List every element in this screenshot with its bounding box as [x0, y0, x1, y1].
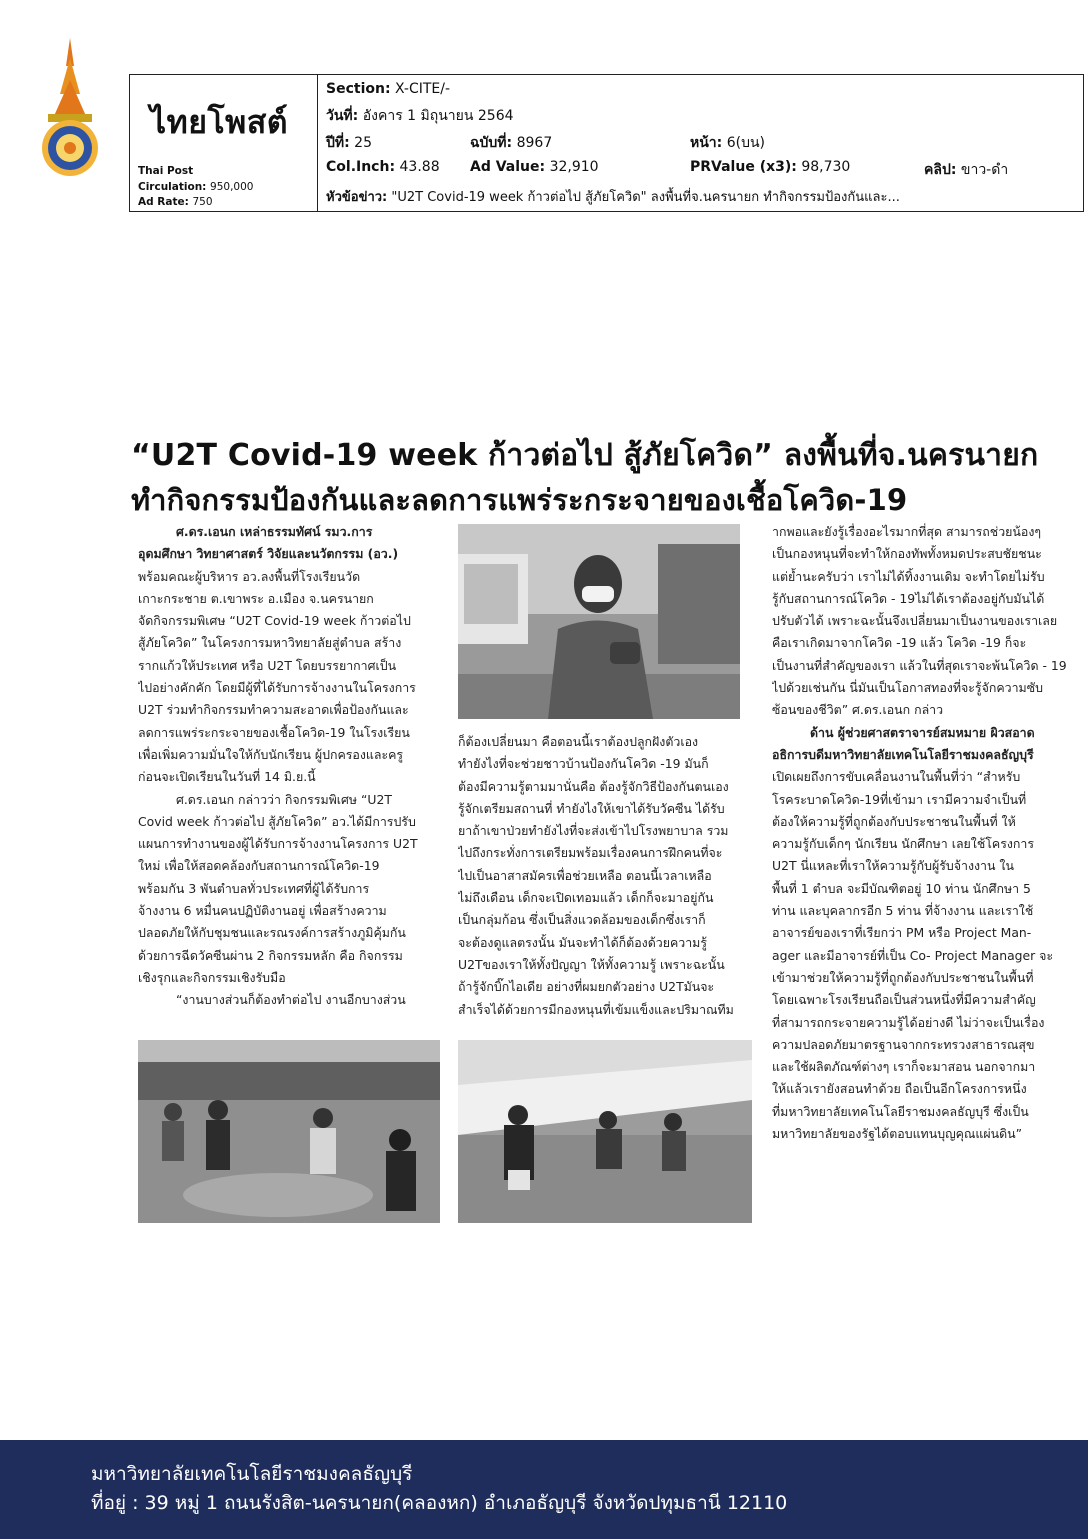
col2-line: ต้องมีความรู้ตามมานั่นคือ ต้องรู้จักวิธีป้องกันตนเอง — [458, 778, 729, 794]
ad-rate: Ad Rate: 750 — [138, 196, 213, 208]
col3-line: ต้องให้ความรู้ที่ถูกต้องกับประชาชนในพื้นที่ ให้ — [772, 813, 1016, 829]
col1-line: ปลอดภัยให้กับชุมชนและรณรงค์การสร้างภูมิคุ้มกัน — [138, 925, 406, 941]
col1-line: ศ.ดร.เอนก เหล่าธรรมทัศน์ รมว.การ — [176, 524, 373, 539]
date-row: วันที่: อังคาร 1 มิถุนายน 2564 — [326, 108, 514, 124]
col1-line: แผนการทำงานของผู้ได้รับการจ้างงานโครงการ U2T — [138, 836, 418, 852]
col3-line: เข้ามาช่วยให้ความรู้ที่ถูกต้องกับประชาชนในพื้นที่ — [772, 969, 1034, 985]
article-column-2 — [458, 731, 752, 1021]
col1-line: ลดการแพร่ระกระจายของเชื้อโควิด-19 ในโรงเรียน — [138, 724, 410, 740]
col3-line: ความปลอดภัยมาตรฐานจากกระทรวงสาธารณสุข — [772, 1036, 1035, 1052]
col3-line: ที่สามารถกระจายความรู้ได้อย่างดี ไม่ว่าจะเป็นเรื่อง — [772, 1014, 1045, 1030]
university-logo — [38, 36, 102, 176]
col3-line: อธิการบดีมหาวิทยาลัยเทคโนโลยีราชมงคลธัญบุรี — [772, 746, 1034, 762]
article-column-1 — [138, 521, 440, 1012]
col3-line: ที่มหาวิทยาลัยเทคโนโลยีราชมงคลธัญบุรี ซึ่งเป็น — [772, 1103, 1029, 1119]
col1-line: เชิงรุกและกิจกรรมเชิงรับมือ — [138, 969, 286, 985]
col3-line: ให้แล้วเรายังสอนทำด้วย ถือเป็นอีกโครงการหนึ่ง — [772, 1081, 1027, 1097]
col2-line: รู้จักเตรียมสถานที่ ทำยังไงให้เขาได้รับวัคซีน ได้รับ — [458, 800, 725, 816]
col1-line: ก่อนจะเปิดเรียนในวันที่ 14 มิ.ย.นี้ — [138, 769, 316, 785]
col2-line: U2Tของเราให้ทั้งปัญญา ให้ทั้งความรู้ เพราะฉะนั้น — [458, 956, 725, 972]
publication-info — [130, 75, 318, 211]
col3-line: อาจารย์ของเราที่เรียกว่า PM หรือ Project Man- — [772, 925, 1032, 941]
col1-line: ด้วยการฉีดวัคซีนผ่าน 2 กิจกรรมหลัก คือ กิจกรรม — [138, 947, 403, 963]
col3-line: ความรู้กับเด็กๆ นักเรียน นักศึกษา เลยใช้โครงการ — [772, 836, 1035, 852]
colinch-row: Col.Inch: 43.88 — [326, 159, 440, 175]
publication-latin: Thai Post — [138, 165, 194, 177]
col3-line: ปรับตัวได้ เพราะฉะนั้นจึงเปลี่ยนมาเป็นงานของเราเลย — [772, 613, 1058, 629]
col1-line: จ้างงาน 6 หมื่นคนปฏิบัติงานอยู่ เพื่อสร้างความ — [138, 903, 387, 919]
col1-line: ใหม่ เพื่อให้สอดคล้องกับสถานการณ์โควิด-19 — [138, 858, 380, 874]
col1-line: พร้อมกัน 3 พันตำบลทั่วประเทศที่ผู้ได้รับการ — [138, 880, 370, 896]
year-row: ปีที่: 25 — [326, 135, 372, 151]
photo-meeting — [138, 1040, 440, 1223]
col1-line: ไปอย่างคักคัก โดยมีผู้ที่ได้รับการจ้างงานในโครงการ — [138, 680, 416, 696]
col1-line: อุดมศึกษา วิทยาศาสตร์ วิจัยและนวัตกรรม (อว.) — [138, 546, 399, 562]
clip-row: คลิป: ขาว-ดำ — [924, 162, 1009, 178]
footer-bar — [0, 1440, 1088, 1539]
col3-line: มหาวิทยาลัยของรัฐได้ตอบแทนบุญคุณแผ่นดิน” — [772, 1126, 1023, 1142]
col1-line: U2T ร่วมทำกิจกรรมทำความสะอาดเพื่อป้องกันและ — [138, 702, 409, 718]
col3-line: ท่าน และบุคลากรอีก 5 ท่าน ที่จ้างงาน และเราใช้ — [772, 903, 1034, 919]
article-title-line2: ทำกิจกรรมป้องกันและลดการแพร่ระกระจายของเชื้อโควิด-19 — [131, 483, 908, 517]
col1-line: “งานบางส่วนก็ต้องทำต่อไป งานอีกบางส่วน — [176, 992, 406, 1008]
section-row: Section: X-CITE/- — [326, 81, 451, 97]
article-title-line1: “U2T Covid-19 week ก้าวต่อไป สู้ภัยโควิด” ลงพื้นที่จ.นครนายก — [131, 438, 1039, 473]
col2-line: ไม่ถึงเดือน เด็กจะเปิดเทอมแล้ว เด็กก็จะมาอยู่กัน — [458, 890, 714, 906]
col3-line: U2T นี่แหละที่เราให้ความรู้กับผู้รับจ้างงาน ใน — [772, 858, 1014, 874]
clipping-details — [326, 75, 1083, 211]
col3-line: เปิดเผยถึงการขับเคลื่อนงานในพื้นที่ว่า “สำหรับ — [772, 769, 1021, 785]
headline-row: หัวข้อข่าว: "U2T Covid-19 week ก้าวต่อไป สู้ภัยโควิด" ลงพื้นที่จ.นครนายก ทำกิจกรรมป้องกันและ... — [326, 190, 900, 205]
col2-line: ยาถ้าเขาป่วยทำยังไงที่จะส่งเข้าไปโรงพยาบาล รวม — [458, 823, 729, 839]
col1-line: พร้อมคณะผู้บริหาร อว.ลงพื้นที่โรงเรียนวัด — [138, 568, 361, 584]
footer-university: มหาวิทยาลัยเทคโนโลยีราชมงคลธัญบุรี — [91, 1463, 413, 1485]
col2-line: ทำยังไงที่จะช่วยชาวบ้านป้องกันโควิด -19 มันก็ — [458, 756, 709, 772]
col2-line: สำเร็จได้ด้วยการมีกองหนุนที่เข้มแข็งและปริมาณทีม — [458, 1001, 734, 1017]
col3-line: โรคระบาดโควิด-19ที่เข้ามา เรามีความจำเป็นที่ — [772, 791, 1027, 807]
col1-line: ศ.ดร.เอนก กล่าวว่า กิจกรรมพิเศษ “U2T — [176, 791, 392, 807]
col2-line: จะต้องดูแลตรงนั้น มันจะทำได้ก็ต้องด้วยความรู้ — [458, 934, 707, 950]
advalue-row: Ad Value: 32,910 — [470, 159, 599, 175]
photo-cleaning — [458, 1040, 752, 1223]
col1-line: Covid week ก้าวต่อไป สู้ภัยโควิด” อว.ได้มีการปรับ — [138, 813, 416, 829]
col3-line: รู้กับสถานการณ์โควิด - 19ไม่ได้เราต้องอยู่กับมันได้ — [772, 590, 1045, 606]
col3-line: คือเราเกิดมาจากโควิด -19 แล้ว โควิด -19 ก็จะ — [772, 635, 1027, 651]
prvalue-row: PRValue (x3): 98,730 — [690, 159, 851, 175]
footer-address: ที่อยู่ : 39 หมู่ 1 ถนนรังสิต-นครนายก(คลองหก) อำเภอธัญบุรี จังหวัดปทุมธานี 12110 — [91, 1492, 788, 1514]
col2-line: ถ้ารู้จักบิ๊กไอเดีย อย่างที่ผมยกตัวอย่าง U2Tมันจะ — [458, 979, 715, 995]
col3-line: ager และมีอาจารย์ที่เป็น Co- Project Manager จะ — [772, 947, 1054, 963]
circulation: Circulation: 950,000 — [138, 181, 254, 193]
col3-line: พื้นที่ 1 ตำบล จะมีบัณฑิตอยู่ 10 ท่าน นักศึกษา 5 — [772, 880, 1031, 896]
col1-line: เพื่อเพิ่มความมั่นใจให้กับนักเรียน ผู้ปกครองและครู — [138, 746, 404, 762]
col3-line: และใช้ผลิตภัณฑ์ต่างๆ เราก็จะมาสอน นอกจากมา — [772, 1059, 1036, 1075]
col1-line: จัดกิจกรรมพิเศษ “U2T Covid-19 week ก้าวต่อไป — [138, 613, 411, 629]
col2-line: ไปเป็นอาสาสมัครเพื่อช่วยเหลือ ตอนนี้เวลาเหลือ — [458, 867, 712, 883]
col3-line: ากพอและยังรู้เรื่องอะไรมากที่สุด สามารถช่วยน้องๆ — [772, 524, 1042, 539]
issue-row: ฉบับที่: 8967 — [470, 135, 553, 151]
col3-line: ซ้อนของชีวิต” ศ.ดร.เอนก กล่าว — [772, 702, 944, 718]
col3-line: ไปด้วยเช่นกัน นี่มันเป็นโอกาสทองที่จะรู้จักความซับ — [772, 680, 1043, 696]
article-column-3 — [772, 521, 1072, 1145]
col3-line: เป็นกองหนุนที่จะทำให้กองทัพทั้งหมดประสบชัยชนะ — [772, 546, 1042, 562]
col2-line: เป็นกลุ่มก้อน ซึ่งเป็นสิ่งแวดล้อมของเด็กซึ่งเราก็ — [458, 912, 706, 928]
photo-minister — [458, 524, 740, 719]
col2-line: ไปถึงกระทั่งการเตรียมพร้อมเรื่องคนการฝึกคนที่จะ — [458, 845, 723, 861]
col3-line: โดยเฉพาะโรงเรียนถือเป็นส่วนหนึ่งที่มีความสำคัญ — [772, 992, 1036, 1008]
clipping-header — [129, 74, 1084, 212]
col1-line: สู้ภัยโควิด” ในโครงการมหาวิทยาลัยสู่ตำบล สร้าง — [138, 635, 402, 651]
col3-line: แต่ย้ำนะครับว่า เราไม่ได้ทิ้งงานเดิม จะทำโดยไม่รับ — [772, 568, 1045, 584]
col3-line: ด้าน ผู้ช่วยศาสตราจารย์สมหมาย ผิวสอาด — [810, 724, 1035, 740]
col1-line: เกาะกระชาย ต.เขาพระ อ.เมือง จ.นครนายก — [138, 590, 374, 606]
col2-line: ก็ต้องเปลี่ยนมา คือตอนนี้เราต้องปลูกฝังตัวเอง — [458, 734, 699, 749]
col1-line: รากแก้วให้ประเทศ หรือ U2T โดยบรรยากาศเป็น — [138, 657, 397, 673]
publication-name: ไทยโพสต์ — [150, 103, 289, 141]
col3-line: เป็นงานที่สำคัญของเรา แล้วในที่สุดเราจะพ้นโควิด - 19 — [772, 657, 1067, 673]
page-row: หน้า: 6(บน) — [690, 135, 766, 151]
